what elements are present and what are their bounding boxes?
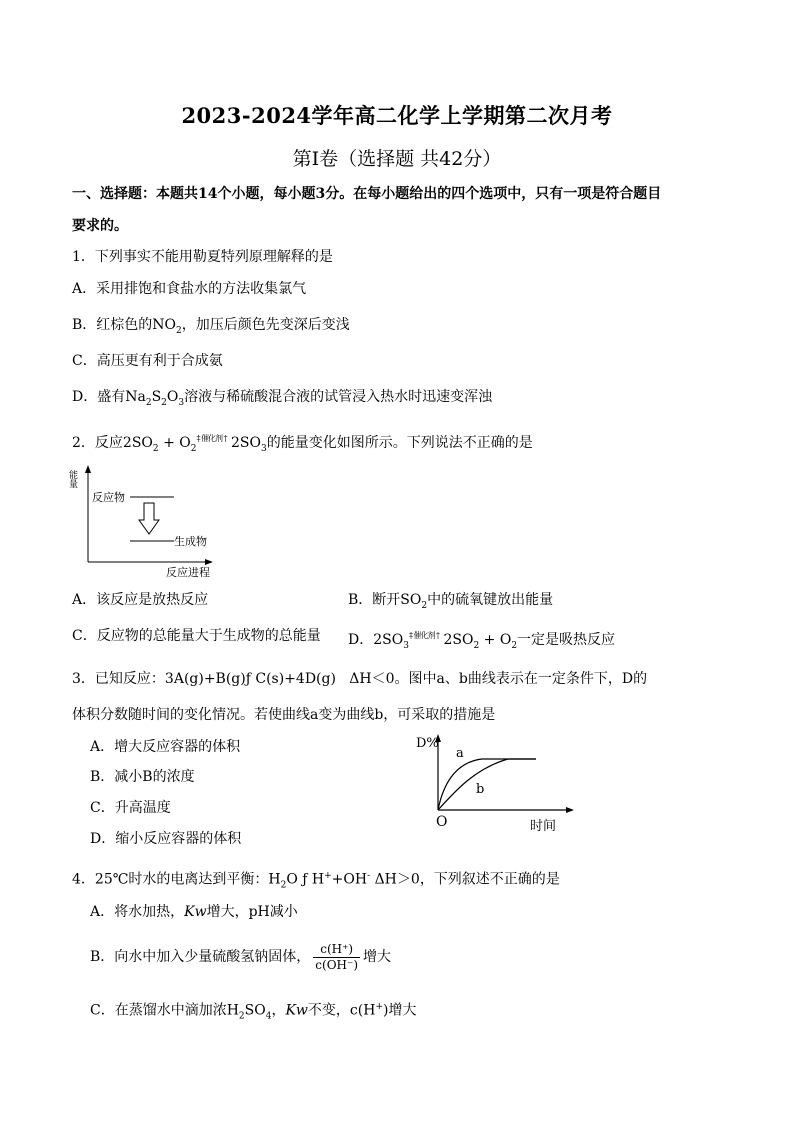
q2-stem: 2．反应$2SO_2$ + $O_2\ddagger$ 催化剂 † $2SO_3$的能量变化如图所示。下列说法不正确的是: [72, 434, 533, 454]
q2-option-c: C．反应物的总能量大于生成物的总能量: [72, 628, 321, 644]
q2-option-d: D．$2SO_3\ddagger$ 催化剂 † $2SO_2 + O_2$一定是吸热反应: [348, 631, 616, 651]
curve-a: [438, 759, 536, 810]
q2-option-a: A．该反应是放热反应: [72, 592, 209, 608]
d-percent-graph: [410, 730, 580, 836]
q3-option-c: C．升高温度: [90, 800, 171, 816]
graph-x-label: 时间: [530, 819, 557, 834]
graph-origin-label: O: [436, 814, 448, 830]
energy-axis-label: 能量: [67, 470, 77, 488]
progress-axis-label: 反应进程: [166, 566, 210, 579]
q1-option-a: A．采用排饱和食盐水的方法收集氯气: [72, 281, 307, 297]
instructions-line-2: 要求的。: [72, 218, 128, 234]
q3-option-a: A．增大反应容器的体积: [90, 739, 241, 755]
exam-title: 2023-2024学年高二化学上学期第二次月考: [181, 103, 613, 128]
q3-stem-line-1: 3．已知反应：3A(g)+B(g)ƒ C(s)+4D(g) ΔH＜0。图中a、b曲线表示在一定条件下，D的: [72, 671, 648, 687]
q1-stem: 1．下列事实不能用勒夏特列原理解释的是: [72, 249, 333, 265]
instructions-line-1: 一、选择题：本题共14个小题，每小题3分。在每小题给出的四个选项中，只有一项是符合题目: [72, 186, 662, 202]
graph-y-label: D%: [416, 736, 439, 751]
q3-option-d: D．缩小反应容器的体积: [90, 831, 242, 847]
energy-diagram: [67, 462, 220, 582]
reactant-label: 反应物: [92, 491, 125, 504]
q1-option-d: D．盛有$Na_2S_2O_3$溶液与稀硫酸混合液的试管浸入热水时迅速变浑浊: [72, 389, 493, 408]
curve-b: [438, 759, 536, 810]
q3-stem-line-2: 体积分数随时间的变化情况。若使曲线a变为曲线b，可采取的措施是: [72, 707, 496, 723]
down-arrow-icon: [139, 503, 159, 534]
section-subtitle: 第I卷（选择题 共42分）: [292, 148, 502, 170]
q1-option-b: B．红棕色的$NO_2$，加压后颜色先变深后变浅: [72, 317, 350, 336]
q4-stem: 4．25℃时水的电离达到平衡：$H_2O$ ƒ H++OH- ΔH＞0，下列叙述不正确的是: [72, 871, 560, 891]
hplus-over-ohminus-fraction: $\frac{c(H^+)}{c(OH^-)}$: [315, 941, 359, 972]
product-label: 生成物: [174, 535, 207, 548]
q4-option-c: C．在蒸馏水中滴加浓$H_2SO_4$，Kw不变，c(H+)增大: [90, 1002, 417, 1022]
curve-a-label: a: [456, 746, 464, 761]
q1-option-c: C．高压更有利于合成氨: [72, 353, 223, 369]
curve-b-label: b: [476, 782, 485, 797]
q2-option-b: B．断开$SO_2$中的硫氧键放出能量: [348, 592, 554, 611]
q4-option-b: B．向水中加入少量硫酸氢钠固体， $\frac{c(H^+)}{c(OH^-)}$ 增大: [90, 941, 392, 972]
q3-option-b: B．减小B的浓度: [90, 769, 195, 785]
q4-option-a: A．将水加热，Kw增大，pH减小: [90, 904, 298, 920]
